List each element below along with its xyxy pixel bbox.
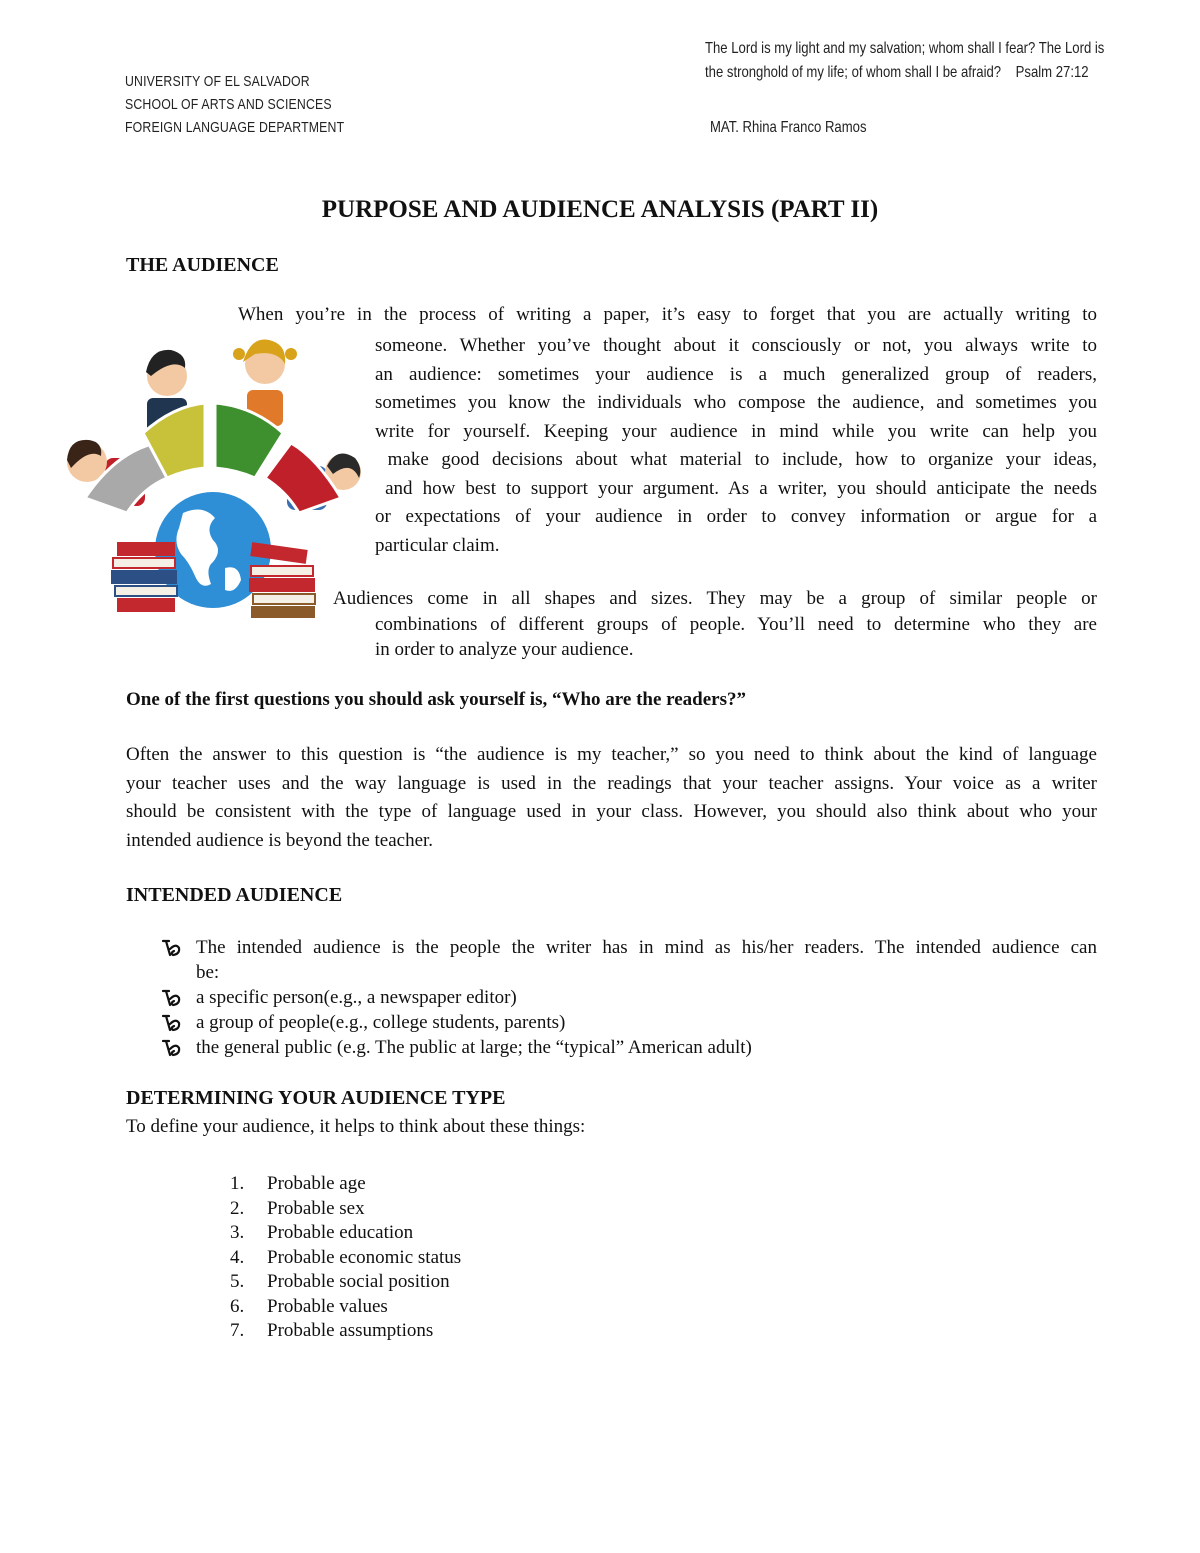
list-number: 2. xyxy=(230,1197,245,1219)
list-number: 4. xyxy=(230,1246,245,1268)
list-item xyxy=(230,1319,433,1344)
paragraph-1-line: sometimes you know the individuals who compose the audience, and sometimes you xyxy=(375,392,1097,413)
bullet-text-continuation: be: xyxy=(196,962,220,983)
paragraph-2-line: combinations of different groups of people. You’ll need to determine who they are xyxy=(375,614,1097,635)
list-text: Probable social position xyxy=(267,1271,450,1292)
institution-line-school: SCHOOL OF ARTS AND SCIENCES xyxy=(125,96,332,113)
paragraph-1-line: particular claim. xyxy=(375,534,500,556)
paragraph-1-line: and how best to support your argument. As a writer, you should anticipate the needs xyxy=(375,477,1097,499)
bullet-icon xyxy=(160,937,182,959)
institution-block xyxy=(125,70,420,139)
list-number: 6. xyxy=(230,1295,245,1317)
list-number: 3. xyxy=(230,1222,245,1243)
bullet-icon xyxy=(160,1037,182,1059)
key-question: One of the first questions you should ask yourself is, “Who are the readers?” xyxy=(126,689,746,710)
list-number: 1. xyxy=(230,1173,245,1194)
list-item xyxy=(230,1295,388,1320)
bullet-icon xyxy=(160,987,182,1009)
paragraph-1-first-line: When you’re in the process of writing a paper, it’s easy to forget that you are actually writing to xyxy=(238,304,1097,325)
list-text: Probable education xyxy=(267,1222,414,1243)
author-name: MAT. Rhina Franco Ramos xyxy=(710,119,867,136)
paragraph-1-line: an audience: sometimes your audience is a much generalized group of readers, xyxy=(375,363,1097,385)
bible-quote-line-1: The Lord is my light and my salvation; whom shall I fear? The Lord is xyxy=(705,40,1105,57)
list-item xyxy=(230,1246,461,1271)
list-text: Probable age xyxy=(267,1173,366,1194)
list-item xyxy=(230,1270,450,1295)
list-number: 5. xyxy=(230,1271,245,1292)
page-title: PURPOSE AND AUDIENCE ANALYSIS (PART II) xyxy=(321,196,879,223)
bible-quote xyxy=(705,37,1104,85)
section-heading-determining: DETERMINING YOUR AUDIENCE TYPE xyxy=(126,1087,506,1109)
answer-paragraph xyxy=(126,741,1097,855)
answer-line: your teacher uses and the way language is used in the readings that your teacher assigns. Your voice as a writer xyxy=(126,772,1097,794)
bullet-text: The intended audience is the people the writer has in mind as his/her readers. The intended audience can xyxy=(196,937,1097,958)
list-item xyxy=(230,1221,413,1246)
paragraph-1-line: make good decisions about what material to include, how to organize your ideas, xyxy=(375,449,1097,470)
paragraph-1 xyxy=(375,332,1097,560)
list-text: Probable sex xyxy=(267,1197,365,1219)
audience-illustration xyxy=(55,328,375,620)
list-number: 7. xyxy=(230,1320,245,1341)
bullet-icon xyxy=(160,1012,182,1034)
books-icon xyxy=(111,542,177,612)
bullet-text: the general public (e.g. The public at large; the “typical” American adult) xyxy=(196,1037,752,1058)
answer-line: Often the answer to this question is “the audience is my teacher,” so you need to think about the kind of language xyxy=(126,744,1097,765)
paragraph-2-first-line: Audiences come in all shapes and sizes. They may be a group of similar people or xyxy=(333,588,1097,609)
institution-line-university: UNIVERSITY OF EL SALVADOR xyxy=(125,73,310,90)
list-item xyxy=(230,1172,366,1197)
books-icon xyxy=(249,542,315,618)
bullet-text: a specific person(e.g., a newspaper editor) xyxy=(196,987,517,1008)
answer-line: intended audience is beyond the teacher. xyxy=(126,829,434,851)
list-item xyxy=(230,1197,365,1222)
determining-intro: To define your audience, it helps to think about these things: xyxy=(126,1116,586,1137)
section-heading-intended-audience: INTENDED AUDIENCE xyxy=(126,884,343,906)
paragraph-2-line: in order to analyze your audience. xyxy=(375,638,634,660)
list-text: Probable assumptions xyxy=(267,1320,434,1341)
list-text: Probable values xyxy=(267,1295,388,1317)
paragraph-2 xyxy=(375,613,1097,662)
section-heading-the-audience: THE AUDIENCE xyxy=(126,254,279,276)
paragraph-1-line: or expectations of your audience in order to convey information or argue for a xyxy=(375,506,1097,527)
paragraph-1-line: write for yourself. Keeping your audience in mind while you write can help you xyxy=(375,420,1097,442)
bible-quote-line-2: the stronghold of my life; of whom shall I be afraid? Psalm 27:12 xyxy=(705,64,1089,81)
institution-line-department: FOREIGN LANGUAGE DEPARTMENT xyxy=(125,119,345,136)
list-text: Probable economic status xyxy=(267,1246,462,1268)
paragraph-1-line: someone. Whether you’ve thought about it consciously or not, you always write to xyxy=(375,335,1097,356)
bullet-text: a group of people(e.g., college students, parents) xyxy=(196,1012,566,1033)
answer-line: should be consistent with the type of language used in your class. However, you should also think about who your xyxy=(126,801,1097,822)
